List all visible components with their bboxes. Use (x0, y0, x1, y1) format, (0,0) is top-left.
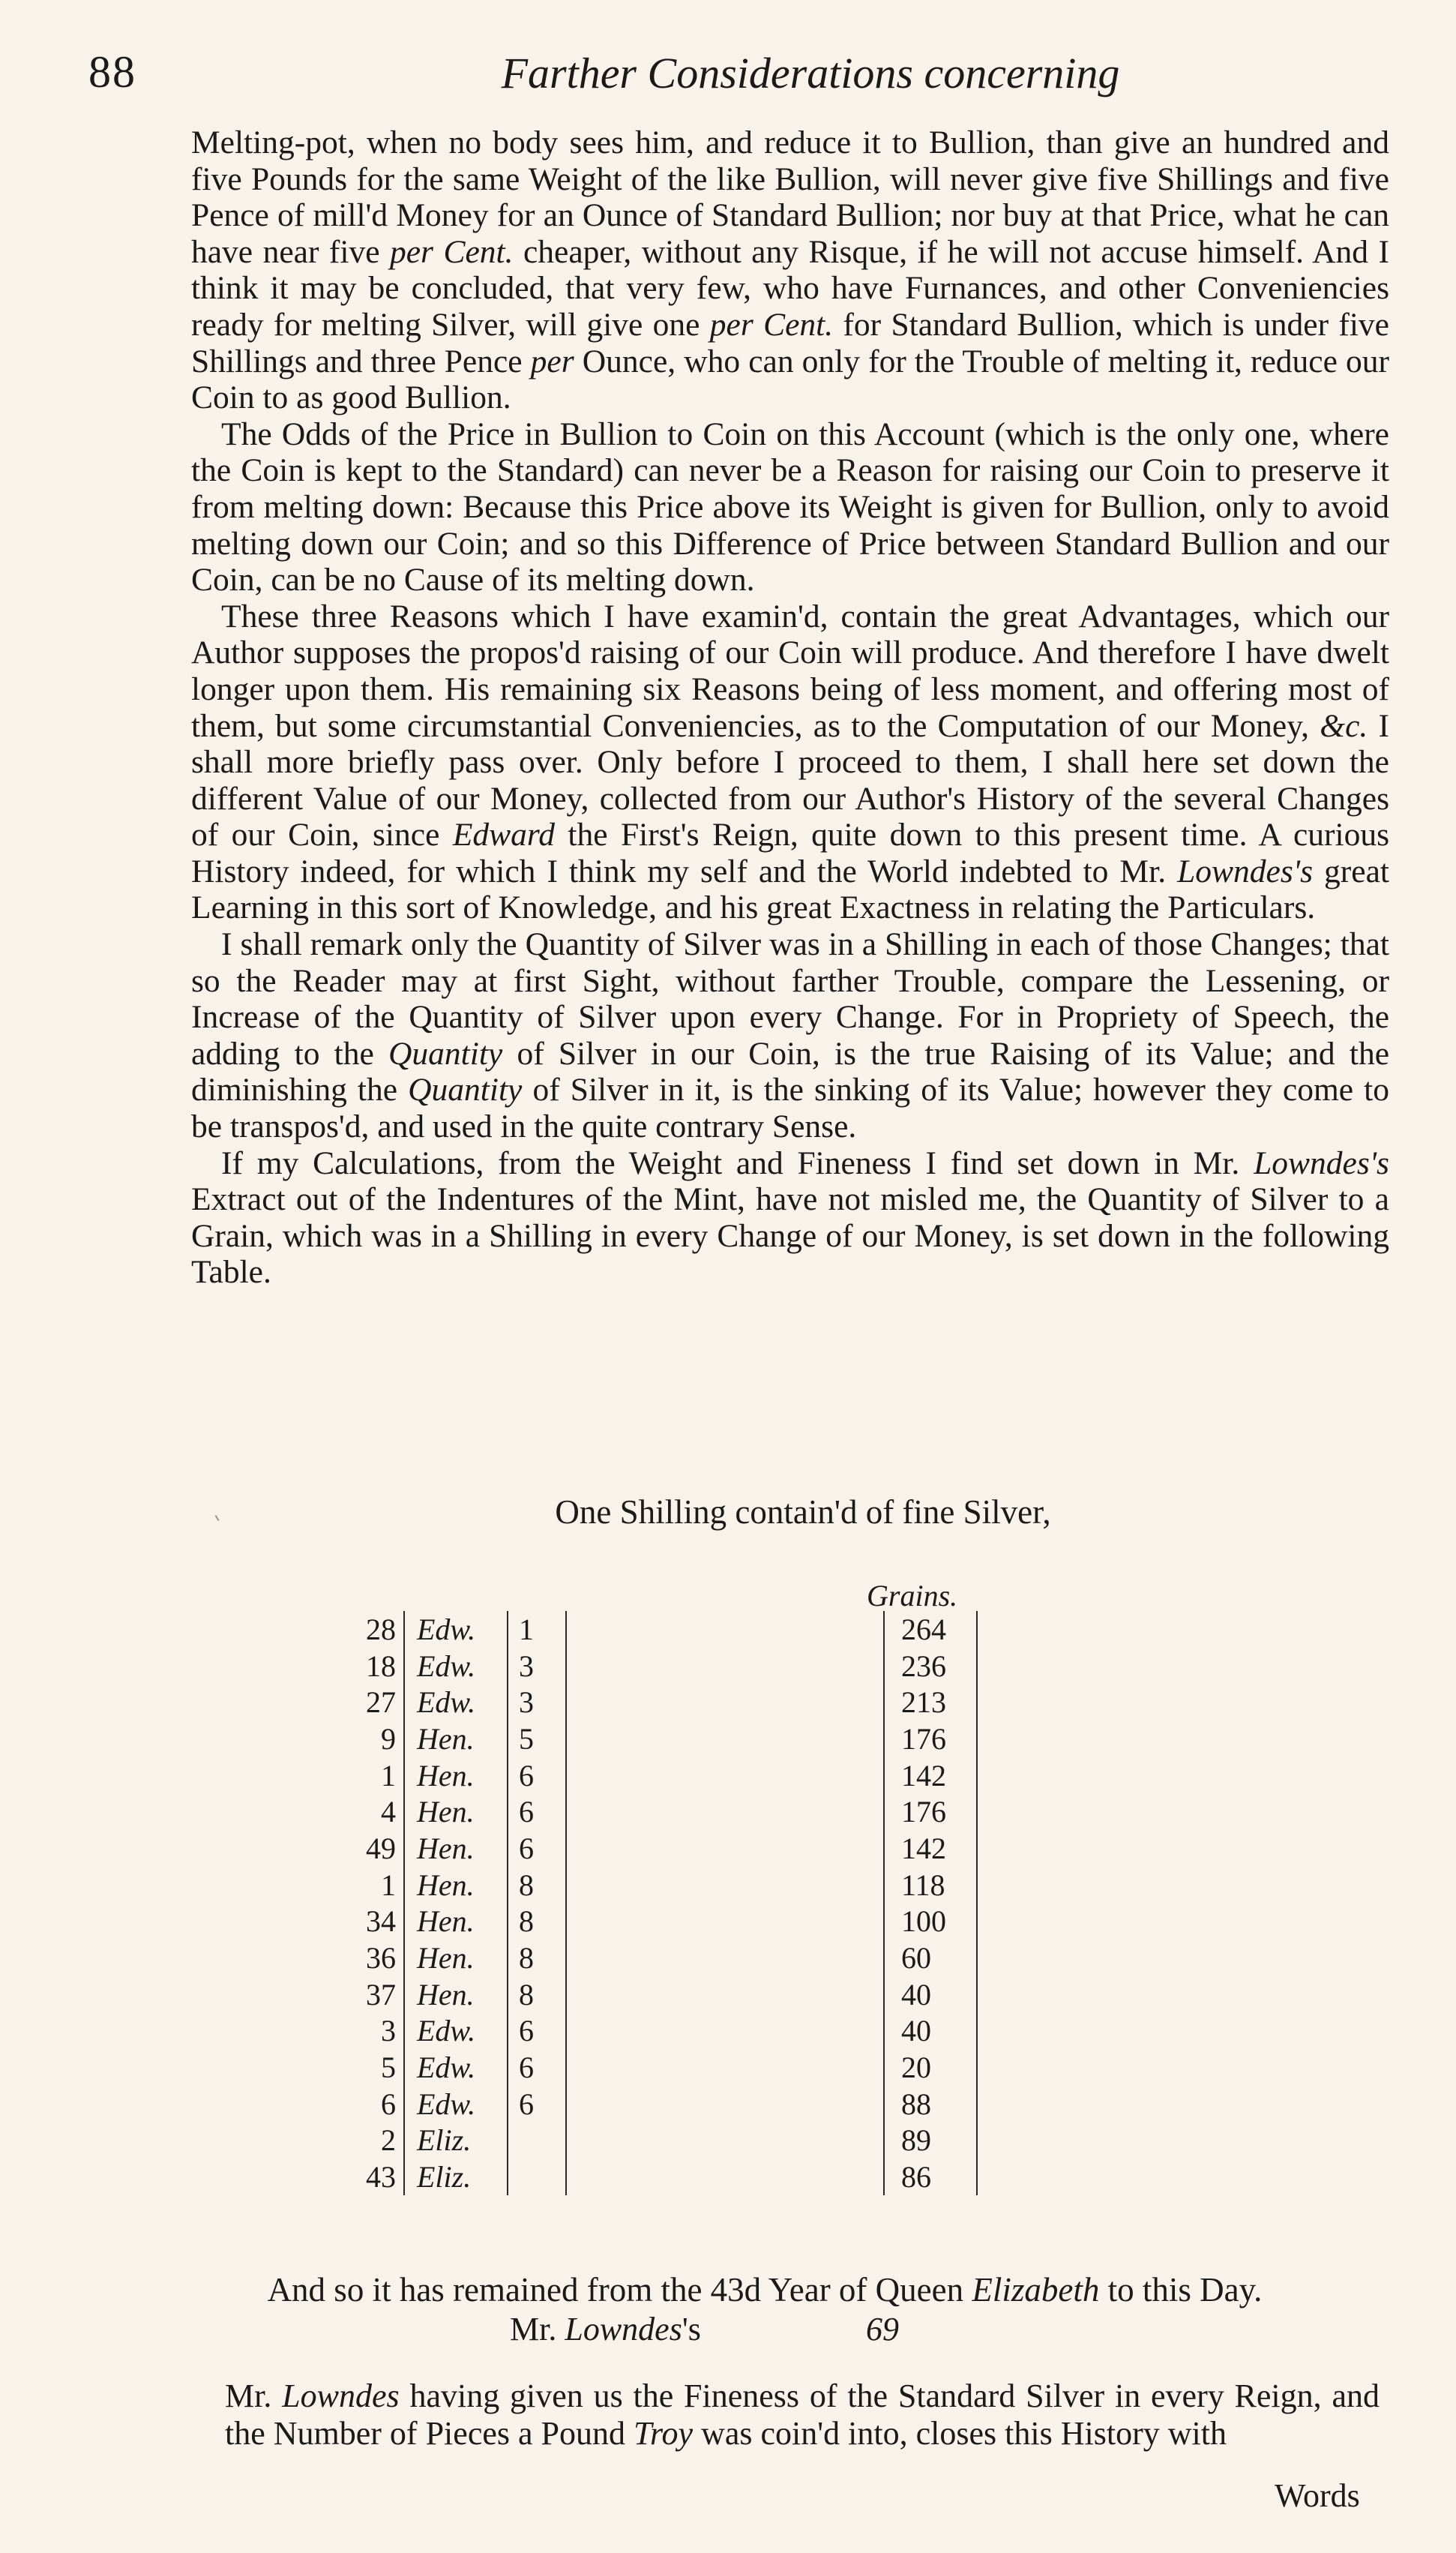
cell-year: 49 (366, 1831, 396, 1865)
italic-text: per Cent. (390, 233, 514, 270)
cell-reign: 6 (508, 1757, 566, 1794)
cell-spacer (566, 2158, 884, 2195)
table-row (307, 1830, 977, 1867)
table-row (307, 2086, 977, 2122)
cell-spacer (566, 1940, 884, 1976)
cell-year: 4 (381, 1795, 396, 1829)
table-row (307, 1648, 977, 1684)
cell-spacer (566, 2049, 884, 2086)
italic-text: &c. (1320, 707, 1368, 744)
cell-grains: 40 (884, 1976, 977, 2013)
cell-grains: 86 (884, 2158, 977, 2195)
cell-king: Edw. (404, 2086, 508, 2122)
lowndes-suffix: 's (682, 2311, 701, 2348)
text-run: I shall more briefly pass over. Only before I proceed to them, I shall here set down the different Value of our Money, collected from our Author's History of the several Changes of our Coin, since (191, 707, 1389, 854)
paragraph (191, 598, 1389, 926)
cell-reign: 8 (508, 1904, 566, 1940)
cell-reign (508, 2158, 566, 2195)
cell-grains: 60 (884, 1940, 977, 1976)
cell-grains: 176 (884, 1793, 977, 1830)
cell-grains: 40 (884, 2013, 977, 2050)
cell-reign: 1 (508, 1611, 566, 1648)
cell-year: 36 (366, 1941, 396, 1976)
table-row (307, 1976, 977, 2013)
cell-reign: 6 (508, 2086, 566, 2122)
cell-spacer (566, 1720, 884, 1757)
table-row (307, 1611, 977, 1648)
cell-reign: 8 (508, 1940, 566, 1976)
cell-grains: 20 (884, 2049, 977, 2086)
text-run: of Silver in our Coin, is the true Raising of its Value; and the diminishing the (191, 1035, 1389, 1108)
cell-reign: 3 (508, 1684, 566, 1720)
cell-reign: 6 (508, 1793, 566, 1830)
table-row (307, 2158, 977, 2195)
cell-grains: 142 (884, 1757, 977, 1794)
cell-year: 6 (381, 2086, 396, 2121)
cell-king: Hen. (404, 1867, 508, 1904)
table-row (307, 1904, 977, 1940)
italic-text: Edward (452, 817, 555, 854)
cell-king: Edw. (404, 1648, 508, 1684)
paragraph (191, 416, 1389, 598)
cell-spacer (566, 1757, 884, 1794)
cell-grains: 118 (884, 1867, 977, 1904)
lowndes-name: Lowndes (565, 2311, 682, 2348)
lowndes-grains: 69 (866, 2311, 899, 2348)
cell-king: Edw. (404, 2049, 508, 2086)
cell-grains: 100 (884, 1904, 977, 1940)
text-run: great Learning in this sort of Knowledge, and his great Exactness in relating the Particulars. (191, 853, 1389, 926)
cell-reign: 5 (508, 1720, 566, 1757)
cell-king: Eliz. (404, 2158, 508, 2195)
cell-year: 3 (381, 2014, 396, 2048)
closing-line (214, 2271, 1316, 2308)
cell-year: 43 (366, 2160, 396, 2194)
text-run: having given us the Fineness of the Standard Silver in every Reign, and the Number of Pieces a Pound (225, 2378, 1380, 2452)
table-row (307, 1793, 977, 1830)
table-row (307, 2013, 977, 2050)
text-run: of Silver in it, is the sinking of its Value; however they come to be transpos'd, and used in the quite contrary Sense. (191, 1072, 1390, 1145)
cell-king: Hen. (404, 1830, 508, 1867)
paragraph (191, 124, 1389, 416)
lowndes-prefix: Mr. (510, 2311, 565, 2348)
italic-text: per Cent. (709, 306, 834, 343)
cell-grains: 236 (884, 1648, 977, 1684)
cell-reign: 8 (508, 1976, 566, 2013)
cell-spacer (566, 2086, 884, 2122)
cell-king: Edw. (404, 1611, 508, 1648)
cell-year: 5 (381, 2050, 396, 2085)
paragraph (191, 1145, 1389, 1291)
cell-king: Hen. (404, 1757, 508, 1794)
catchword: Words (1275, 2477, 1360, 2514)
text-run: The Odds of the Price in Bullion to Coin on this Account (which is the only one, where the Coin is kept to the Standard) can never be a Reason for raising our Coin to preserve it from melting down: Because this Price above its Weight is given for Bullion, only to avoid melting down our Coin; and so this Difference of Price between Standard Bullion and our Coin, can be no Cause of its melting down. (191, 416, 1389, 598)
cell-reign (508, 2122, 566, 2159)
cell-spacer (566, 1830, 884, 1867)
cell-year: 1 (381, 1758, 396, 1792)
cell-king: Edw. (404, 2013, 508, 2050)
cell-reign: 6 (508, 2049, 566, 2086)
cell-king: Hen. (404, 1940, 508, 1976)
cell-grains: 176 (884, 1720, 977, 1757)
table-row (307, 2049, 977, 2086)
italic-text: Quantity (408, 1072, 523, 1108)
cell-king: Hen. (404, 1793, 508, 1830)
cell-grains: 264 (884, 1611, 977, 1648)
running-title: Farther Considerations concerning (501, 49, 1120, 98)
lowndes-line (510, 2310, 1035, 2348)
table-row (307, 1757, 977, 1794)
italic-text: Lowndes (282, 2378, 400, 2414)
body-text (191, 124, 1389, 1291)
cell-grains: 88 (884, 2086, 977, 2122)
cell-spacer (566, 1867, 884, 1904)
cell-year: 1 (381, 1868, 396, 1902)
cell-spacer (566, 1904, 884, 1940)
cell-year: 37 (366, 1977, 396, 2012)
cell-year: 9 (381, 1721, 396, 1756)
cell-grains: 213 (884, 1684, 977, 1720)
cell-king: Eliz. (404, 2122, 508, 2159)
shilling-silver-table (307, 1611, 978, 2195)
cell-reign: 3 (508, 1648, 566, 1684)
text-run: the First's Reign, quite down to this present time. A curious History indeed, for which I think my self and the World indebted to Mr. (191, 817, 1389, 890)
cell-year: 18 (366, 1648, 396, 1683)
cell-king: Edw. (404, 1684, 508, 1720)
cell-king: Hen. (404, 1976, 508, 2013)
italic-text: per (530, 343, 574, 380)
italic-text: Lowndes's (1177, 853, 1314, 890)
closing-text-a: And so it has remained from the 43d Year of Queen (267, 2271, 972, 2308)
table-row (307, 1684, 977, 1720)
cell-spacer (566, 1793, 884, 1830)
table-row (307, 2122, 977, 2159)
cell-spacer (566, 1684, 884, 1720)
italic-text: Lowndes's (1254, 1144, 1389, 1181)
text-run: If my Calculations, from the Weight and Fineness I find set down in Mr. (221, 1144, 1254, 1181)
italic-text: Quantity (388, 1035, 503, 1072)
italic-text: Troy (634, 2415, 694, 2452)
grains-column-header: Grains. (867, 1579, 958, 1612)
cell-spacer (566, 1611, 884, 1648)
cell-grains: 142 (884, 1830, 977, 1867)
paragraph (191, 926, 1389, 1145)
cell-spacer (566, 1648, 884, 1684)
cell-year: 34 (366, 1904, 396, 1939)
cell-spacer (566, 2013, 884, 2050)
text-run: Mr. (225, 2378, 283, 2414)
text-run: Ounce, who can only for the Trouble of melting it, reduce our Coin to as good Bullion. (191, 343, 1389, 416)
cell-king: Hen. (404, 1904, 508, 1940)
cell-spacer (566, 1976, 884, 2013)
final-paragraph (225, 2378, 1380, 2452)
cell-reign: 6 (508, 2013, 566, 2050)
text-run: for Standard Bullion, which is under five Shillings and three Pence (191, 306, 1389, 380)
cell-reign: 8 (508, 1867, 566, 1904)
cell-king: Hen. (404, 1720, 508, 1757)
text-run: These three Reasons which I have examin'd, contain the great Advantages, which our Author supposes the propos'd raising of our Coin will produce. And therefore I have dwelt longer upon them. His remaining six Reasons being of less moment, and offering most of them, but some circumstantial Conveniencies, as to the Computation of our Money, (191, 598, 1389, 744)
table-row (307, 1867, 977, 1904)
closing-text-elizabeth: Elizabeth (972, 2271, 1100, 2308)
table-row (307, 1940, 977, 1976)
text-run: was coin'd into, closes this History with (693, 2415, 1227, 2452)
text-run: I shall remark only the Quantity of Silver was in a Shilling in each of those Changes; that so the Reader may at first Sight, without farther Trouble, compare the Lessening, or Increase of the Quantity of Silver upon every Change. For in Propriety of Speech, the adding to the (191, 926, 1389, 1072)
cell-year: 28 (366, 1612, 396, 1646)
closing-text-c: to this Day. (1099, 2271, 1263, 2308)
text-run: Melting-pot, when no body sees him, and reduce it to Bullion, than give an hundred and five Pounds for the same Weight of the like Bullion, will never give five Shillings and five Pence of mill'd Money for an Ounce of Standard Bullion; nor buy at that Price, what he can have near five (191, 124, 1389, 270)
cell-year: 27 (366, 1685, 396, 1720)
cell-grains: 89 (884, 2122, 977, 2159)
table-row (307, 1720, 977, 1757)
text-run: cheaper, without any Risque, if he will not accuse himself. And I think it may be concluded, that very few, who have Furnances, and other Conveniencies ready for melting Silver, will give one (191, 233, 1389, 343)
cell-spacer (566, 2122, 884, 2159)
text-run: Extract out of the Indentures of the Mint, have not misled me, the Quantity of Silver to a Grain, which was in a Shilling in every Change of our Money, is set down in the following Table. (191, 1181, 1389, 1291)
cell-year: 2 (381, 2123, 396, 2158)
cell-reign: 6 (508, 1830, 566, 1867)
table-caption: One Shilling contain'd of fine Silver, (555, 1493, 1051, 1531)
page-number: 88 (88, 47, 136, 97)
